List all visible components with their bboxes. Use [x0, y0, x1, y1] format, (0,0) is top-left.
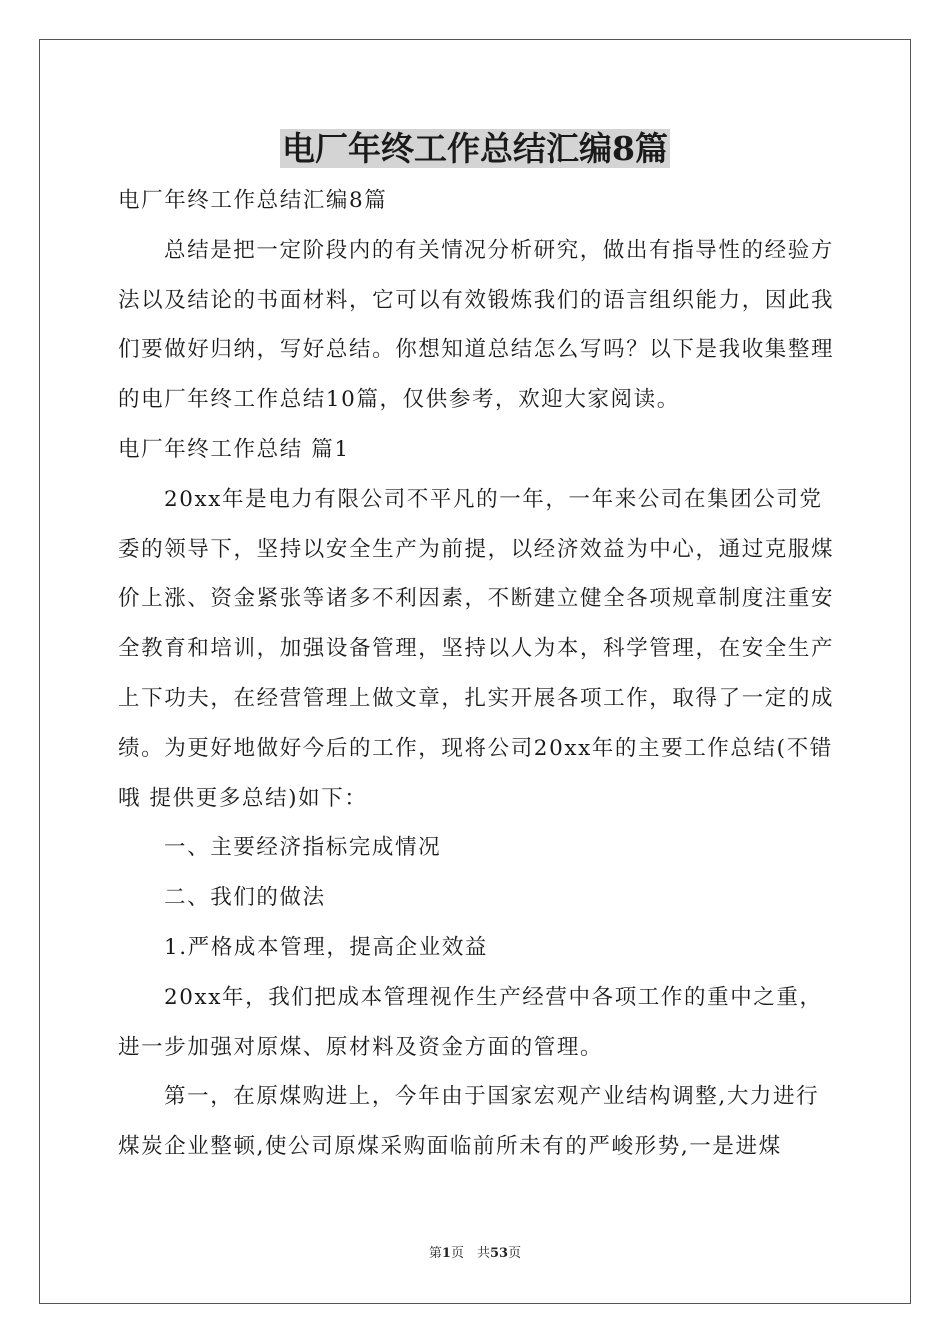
page-label-prefix: 第 — [428, 1246, 442, 1261]
body-paragraph: 第一，在原煤购进上，今年由于国家宏观产业结构调整,大力进行煤炭企业整顿,使公司原煤采购面临前所未有的严峻形势,一是进煤 — [118, 1084, 820, 1160]
document-body — [118, 176, 838, 1172]
total-pages-number: 53 — [489, 1246, 509, 1261]
document-title-text: 电厂年终工作总结汇编8篇 — [282, 129, 668, 168]
list-heading: 二、我们的做法 — [164, 885, 326, 911]
list-heading: 一、主要经济指标完成情况 — [164, 835, 442, 861]
intro-paragraph: 总结是把一定阶段内的有关情况分析研究，做出有指导性的经验方法以及结论的书面材料，它可以有效锻炼我们的语言组织能力，因此我们要做好归纳，写好总结。你想知道总结怎么写吗？以下是我收集整理的电厂年终工作总结10篇，仅供参考，欢迎大家阅读。 — [118, 237, 835, 413]
page-label-suffix: 页 — [508, 1246, 522, 1261]
section-heading: 电厂年终工作总结 篇1 — [118, 436, 350, 462]
subtitle-paragraph: 电厂年终工作总结汇编8篇 — [118, 188, 388, 213]
body-paragraph: 20xx年，我们把成本管理视作生产经营中各项工作的重中之重，进一步加强对原煤、原材料及资金方面的管理。 — [118, 984, 823, 1060]
page-footer — [0, 1244, 950, 1264]
document-title — [0, 124, 950, 174]
list-heading: 1.严格成本管理，提高企业效益 — [164, 934, 489, 960]
current-page-number: 1 — [441, 1246, 451, 1261]
page-label-mid: 页 共 — [450, 1246, 490, 1261]
body-paragraph: 20xx年是电力有限公司不平凡的一年，一年来公司在集团公司党委的领导下，坚持以安全生产为前提，以经济效益为中心，通过克服煤价上涨、资金紧张等诸多不利因素，不断建立健全各项规章制度注重安全教育和培训，加强设备管理，坚持以人为本，科学管理，在安全生产上下功夫，在经营管理上做文章，扎实开展各项工作，取得了一定的成绩。为更好地做好今后的工作，现将公司20xx年的主要工作总结(不错哦 提供更多总结)如下： — [118, 486, 835, 811]
